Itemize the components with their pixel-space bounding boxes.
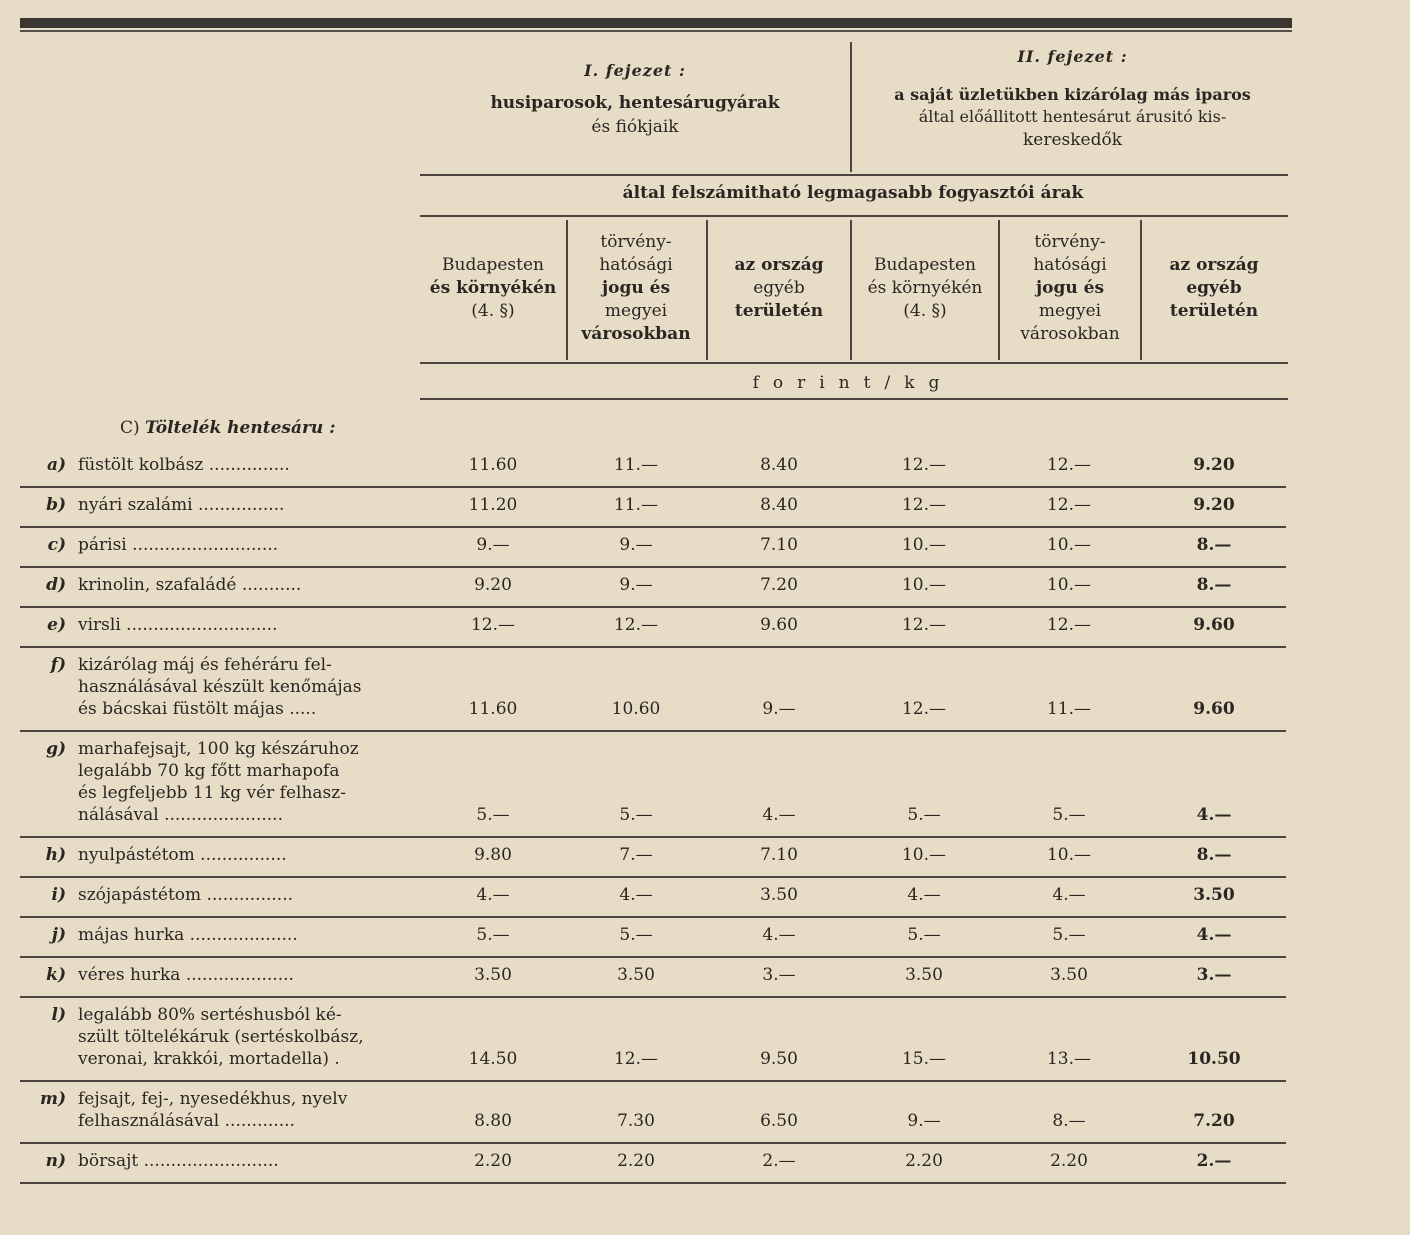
price-cell: 3.50 xyxy=(474,965,512,985)
row-label xyxy=(20,534,420,556)
price-cell: 8.— xyxy=(1196,575,1232,595)
price-cell: 9.— xyxy=(619,575,653,595)
row-text-line: füstölt kolbász ............... xyxy=(78,455,290,475)
price-cell: 5.— xyxy=(907,805,941,825)
col6-header-l3: területén xyxy=(1169,301,1259,321)
price-cell: 3.50 xyxy=(760,885,798,905)
col3-header-l3: területén xyxy=(734,301,824,321)
price-cell: 9.80 xyxy=(474,845,512,865)
row-letter: i) xyxy=(51,885,66,905)
row-label xyxy=(20,1150,420,1172)
price-cell: 10.— xyxy=(901,575,947,595)
price-cell: 5.— xyxy=(1052,925,1086,945)
row-letter: d) xyxy=(46,575,66,595)
price-cell: 3.50 xyxy=(905,965,943,985)
price-cell: 8.— xyxy=(1052,1111,1086,1131)
table-row xyxy=(20,842,1286,882)
col6-header-l1: az ország xyxy=(1169,255,1259,275)
table-row xyxy=(20,492,1286,532)
row-label xyxy=(20,614,420,636)
row-letter: a) xyxy=(46,455,66,475)
table-row xyxy=(20,1002,1286,1086)
row-letter: b) xyxy=(46,495,66,515)
price-cell: 5.— xyxy=(907,925,941,945)
row-separator xyxy=(20,1142,1286,1144)
col1-header-l3: (4. §) xyxy=(471,301,515,321)
row-separator xyxy=(20,956,1286,958)
table-row xyxy=(20,882,1286,922)
price-cell: 4.— xyxy=(476,885,510,905)
price-cell: 7.10 xyxy=(760,535,798,555)
row-text-line: börsajt ......................... xyxy=(78,1151,279,1171)
row-separator xyxy=(20,606,1286,608)
price-cell: 7.20 xyxy=(1193,1111,1235,1131)
price-cell: 11.60 xyxy=(468,699,518,719)
col1-header xyxy=(420,254,566,323)
price-cell: 11.— xyxy=(1046,699,1092,719)
row-text-line: fejsajt, fej-, nyesedékhus, nyelv xyxy=(78,1089,348,1109)
row-separator xyxy=(20,1182,1286,1184)
col1-header-l1: Budapesten xyxy=(442,255,544,275)
row-letter: e) xyxy=(47,615,66,635)
price-cell: 2.— xyxy=(762,1151,796,1171)
col4-header-l3: (4. §) xyxy=(903,301,947,321)
col2-header-l2: hatósági xyxy=(599,255,673,275)
col3-header-l1: az ország xyxy=(734,255,824,275)
col5-header-l4: megyei xyxy=(1038,301,1102,321)
price-cell: 14.50 xyxy=(468,1049,518,1069)
row-label xyxy=(20,494,420,516)
price-cell: 4.— xyxy=(1196,805,1232,825)
header-rule-2 xyxy=(420,215,1288,217)
price-cell: 8.80 xyxy=(474,1111,512,1131)
chapter-divider xyxy=(850,42,852,172)
common-header: által felszámitható legmagasabb fogyasztói árak xyxy=(622,183,1084,203)
price-cell: 12.— xyxy=(1046,495,1092,515)
price-cell: 5.— xyxy=(619,925,653,945)
row-letter: m) xyxy=(39,1089,66,1109)
header-rule-1 xyxy=(420,174,1288,176)
price-cell: 15.— xyxy=(901,1049,947,1069)
row-text-line: és legfeljebb 11 kg vér felhasz- xyxy=(78,783,346,803)
price-cell: 11.60 xyxy=(468,455,518,475)
section-title: Töltelék hentesáru : xyxy=(145,418,336,438)
table-row xyxy=(20,962,1286,1002)
price-cell: 4.— xyxy=(907,885,941,905)
price-cell: 3.50 xyxy=(1193,885,1235,905)
price-cell: 3.50 xyxy=(1050,965,1088,985)
row-separator xyxy=(20,916,1286,918)
row-letter: j) xyxy=(51,925,66,945)
row-label xyxy=(20,844,420,866)
header-rule-3 xyxy=(420,362,1288,364)
col4-header-l1: Budapesten xyxy=(874,255,976,275)
table-row xyxy=(20,452,1286,492)
row-text-line: marhafejsajt, 100 kg készáruhoz xyxy=(78,739,359,759)
row-letter: f) xyxy=(50,655,66,675)
price-cell: 2.20 xyxy=(905,1151,943,1171)
col3-header-l2: egyéb xyxy=(753,278,805,298)
col2-header-l3: jogu és xyxy=(601,278,671,298)
table-row xyxy=(20,922,1286,962)
table-row xyxy=(20,1086,1286,1148)
price-cell: 4.— xyxy=(1052,885,1086,905)
price-cell: 8.— xyxy=(1196,845,1232,865)
row-text-line: nyulpástétom ................ xyxy=(78,845,287,865)
col5-header-l2: hatósági xyxy=(1033,255,1107,275)
table-row xyxy=(20,736,1286,842)
price-cell: 12.— xyxy=(613,1049,659,1069)
row-separator xyxy=(20,996,1286,998)
row-separator xyxy=(20,526,1286,528)
unit-label: forint/kg xyxy=(752,373,954,393)
chapter2-desc-line2: által előállitott hentesárut árusitó kis- xyxy=(918,107,1227,126)
price-cell: 11.— xyxy=(613,495,659,515)
col2-header-l4: megyei xyxy=(604,301,668,321)
price-cell: 2.20 xyxy=(474,1151,512,1171)
section-heading xyxy=(120,418,335,438)
chapter1-desc-line1: husiparosok, hentesárugyárak xyxy=(490,93,780,113)
price-cell: 7.— xyxy=(619,845,653,865)
row-text-line: nálásával ...................... xyxy=(78,805,283,825)
row-label xyxy=(20,654,420,720)
row-letter: l) xyxy=(51,1005,66,1025)
price-cell: 7.10 xyxy=(760,845,798,865)
price-cell: 11.— xyxy=(613,455,659,475)
price-cell: 12.— xyxy=(901,699,947,719)
price-cell: 10.— xyxy=(1046,575,1092,595)
price-cell: 9.60 xyxy=(760,615,798,635)
price-cell: 9.50 xyxy=(760,1049,798,1069)
row-letter: k) xyxy=(46,965,66,985)
header-rule-4 xyxy=(420,398,1288,400)
price-cell: 9.— xyxy=(762,699,796,719)
price-cell: 10.— xyxy=(1046,535,1092,555)
col2-header xyxy=(566,231,706,346)
price-cell: 12.— xyxy=(1046,615,1092,635)
chapter1-title: I. fejezet : xyxy=(584,61,686,80)
price-cell: 5.— xyxy=(619,805,653,825)
price-cell: 10.60 xyxy=(611,699,661,719)
row-text-line: veronai, krakkói, mortadella) . xyxy=(78,1049,340,1069)
row-text-line: nyári szalámi ................ xyxy=(78,495,285,515)
chapter2-desc-line3: kereskedők xyxy=(1022,130,1123,150)
row-label xyxy=(20,924,420,946)
price-cell: 5.— xyxy=(476,805,510,825)
table-row xyxy=(20,612,1286,652)
col4-header-l2: és környékén xyxy=(867,278,983,298)
price-cell: 9.— xyxy=(907,1111,941,1131)
price-cell: 4.— xyxy=(762,805,796,825)
row-text-line: használásával készült kenőmájas xyxy=(78,677,362,697)
row-text-line: legalább 80% sertéshusból ké- xyxy=(78,1005,342,1025)
row-label xyxy=(20,1004,420,1070)
price-cell: 5.— xyxy=(476,925,510,945)
table-row xyxy=(20,572,1286,612)
chapter2-desc-line1: a saját üzletükben kizárólag más iparos xyxy=(894,85,1251,104)
row-separator xyxy=(20,566,1286,568)
table-row xyxy=(20,652,1286,736)
row-label xyxy=(20,1088,420,1132)
price-cell: 12.— xyxy=(613,615,659,635)
col6-header xyxy=(1142,254,1286,323)
price-cell: 9.20 xyxy=(474,575,512,595)
row-label xyxy=(20,454,420,476)
price-cell: 12.— xyxy=(901,495,947,515)
price-cell: 2.20 xyxy=(1050,1151,1088,1171)
row-label xyxy=(20,964,420,986)
col3-header xyxy=(708,254,850,323)
price-cell: 4.— xyxy=(1196,925,1232,945)
price-cell: 4.— xyxy=(762,925,796,945)
row-text-line: szült töltelékáruk (sertéskolbász, xyxy=(78,1027,364,1047)
price-cell: 3.50 xyxy=(617,965,655,985)
row-text-line: véres hurka .................... xyxy=(78,965,294,985)
price-cell: 10.— xyxy=(1046,845,1092,865)
col5-header xyxy=(1000,231,1140,346)
table-row xyxy=(20,532,1286,572)
price-cell: 12.— xyxy=(1046,455,1092,475)
table-row xyxy=(20,1148,1286,1188)
price-cell: 9.— xyxy=(619,535,653,555)
price-cell: 8.40 xyxy=(760,455,798,475)
col1-header-l2: és környékén xyxy=(429,278,557,298)
price-cell: 9.— xyxy=(476,535,510,555)
row-text-line: és bácskai füstölt májas ..... xyxy=(78,699,317,719)
price-cell: 3.— xyxy=(1196,965,1232,985)
chapter2-title: II. fejezet : xyxy=(1017,47,1128,66)
row-text-line: virsli ............................ xyxy=(78,615,278,635)
row-separator xyxy=(20,876,1286,878)
row-text-line: párisi ........................... xyxy=(78,535,279,555)
top-rule-thin xyxy=(20,30,1292,32)
price-cell: 10.— xyxy=(901,845,947,865)
col5-header-l3: jogu és xyxy=(1035,278,1105,298)
price-cell: 3.— xyxy=(762,965,796,985)
price-cell: 12.— xyxy=(901,615,947,635)
row-text-line: felhasználásával ............. xyxy=(78,1111,295,1131)
row-letter: g) xyxy=(46,739,66,759)
row-label xyxy=(20,738,420,826)
col5-header-l5: városokban xyxy=(1020,324,1120,344)
price-cell: 12.— xyxy=(470,615,516,635)
price-cell: 9.60 xyxy=(1193,699,1235,719)
row-text-line: májas hurka .................... xyxy=(78,925,298,945)
row-separator xyxy=(20,1080,1286,1082)
price-cell: 8.40 xyxy=(760,495,798,515)
price-cell: 9.20 xyxy=(1193,495,1235,515)
row-text-line: krinolin, szafaládé ........... xyxy=(78,575,302,595)
price-cell: 7.30 xyxy=(617,1111,655,1131)
price-cell: 10.— xyxy=(901,535,947,555)
row-text-line: szójapástétom ................ xyxy=(78,885,294,905)
price-cell: 11.20 xyxy=(468,495,518,515)
row-text-line: kizárólag máj és fehéráru fel- xyxy=(78,655,332,675)
col5-header-l1: törvény- xyxy=(1034,232,1106,252)
row-separator xyxy=(20,730,1286,732)
row-letter: c) xyxy=(47,535,66,555)
row-separator xyxy=(20,836,1286,838)
row-text-line: legalább 70 kg főtt marhapofa xyxy=(78,761,340,781)
price-cell: 7.20 xyxy=(760,575,798,595)
price-cell: 10.50 xyxy=(1187,1049,1241,1069)
price-cell: 4.— xyxy=(619,885,653,905)
section-prefix: C) xyxy=(120,418,140,438)
price-cell: 9.20 xyxy=(1193,455,1235,475)
row-letter: n) xyxy=(45,1151,66,1171)
chapter1-desc-line2: és fiókjaik xyxy=(591,117,679,137)
price-cell: 13.— xyxy=(1046,1049,1092,1069)
price-cell: 12.— xyxy=(901,455,947,475)
row-separator xyxy=(20,486,1286,488)
price-cell: 5.— xyxy=(1052,805,1086,825)
col2-header-l5: városokban xyxy=(581,324,691,344)
price-cell: 8.— xyxy=(1196,535,1232,555)
top-rule xyxy=(20,18,1292,28)
row-label xyxy=(20,574,420,596)
price-cell: 2.— xyxy=(1196,1151,1232,1171)
price-cell: 2.20 xyxy=(617,1151,655,1171)
row-separator xyxy=(20,646,1286,648)
col6-header-l2: egyéb xyxy=(1186,278,1242,298)
col4-header xyxy=(852,254,998,323)
price-cell: 6.50 xyxy=(760,1111,798,1131)
row-letter: h) xyxy=(45,845,66,865)
col2-header-l1: törvény- xyxy=(600,232,672,252)
row-label xyxy=(20,884,420,906)
price-cell: 9.60 xyxy=(1193,615,1235,635)
